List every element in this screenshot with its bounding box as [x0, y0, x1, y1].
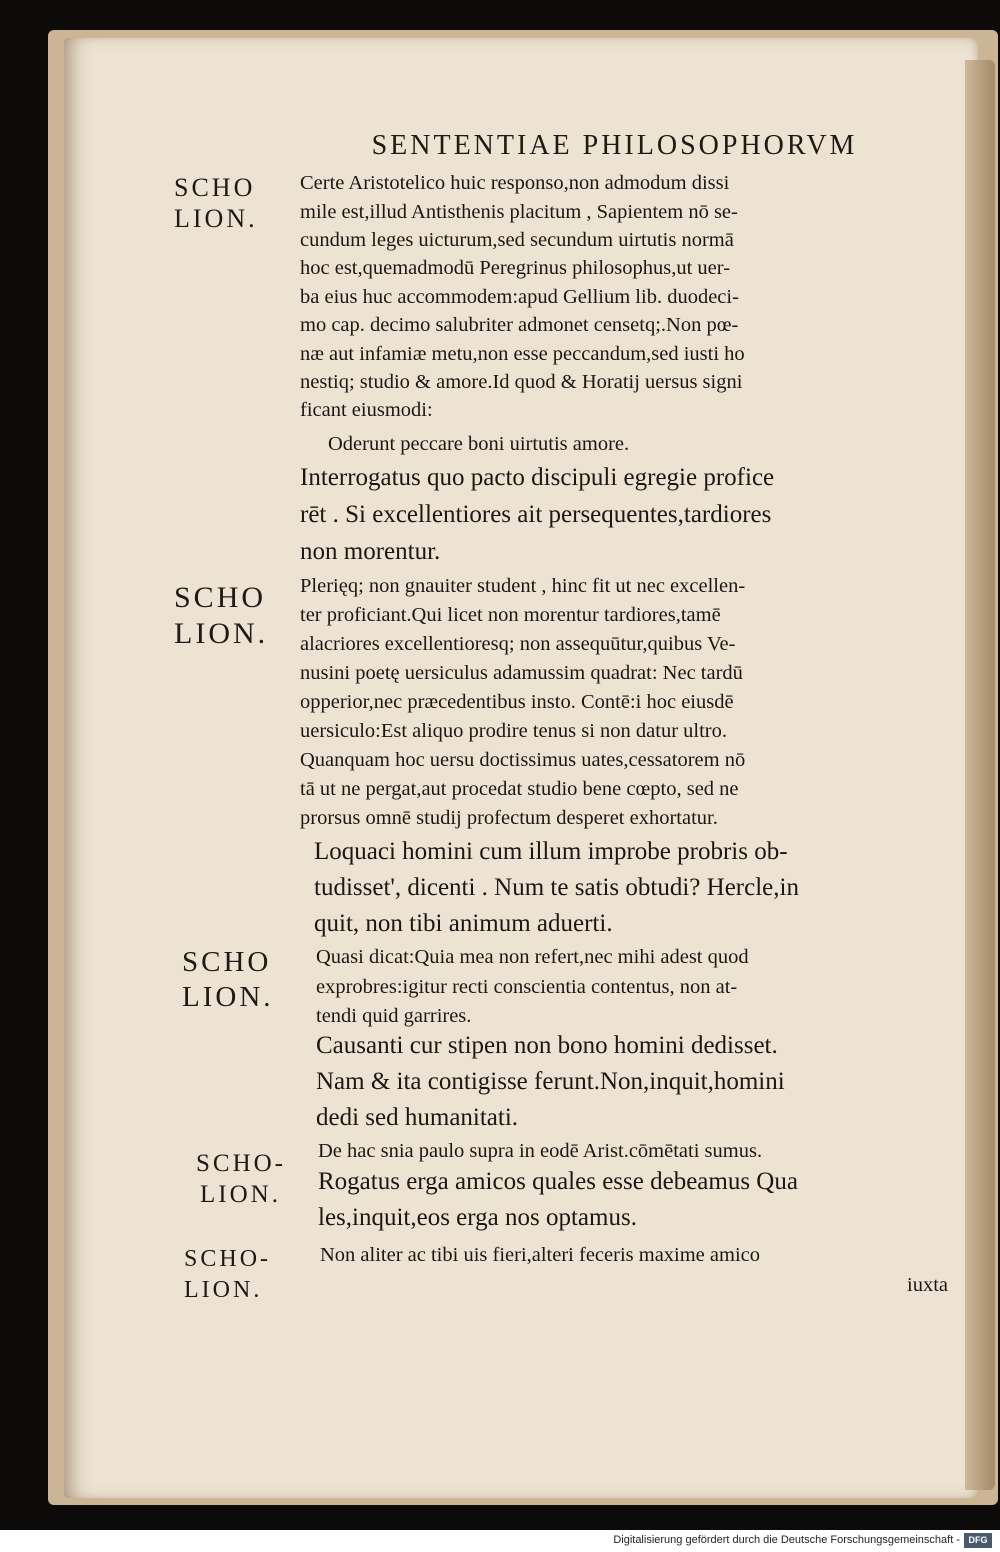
- text-line: ter proficiant.Qui licet non morentur tardiores,tamē: [300, 604, 721, 626]
- text-line: tā ut ne pergat,aut procedat studio bene cœpto, sed ne: [300, 778, 739, 800]
- text-line: opperior,nec præcedentibus insto. Contē:i hoc eiusdē: [300, 691, 734, 713]
- text-line: næ aut infamiæ metu,non esse peccandum,sed iusti ho: [300, 343, 745, 365]
- running-head: SENTENTIAE PHILOSOPHORVM: [371, 130, 858, 161]
- text-line: alacriores excellentioresq; non assequūtur,quibus Ve-: [300, 633, 736, 655]
- catchword: iuxta: [907, 1274, 948, 1296]
- text-line: ba eius huc accommodem:apud Gellium lib. duodeci-: [300, 286, 739, 308]
- text-line: Oderunt peccare boni uirtutis amore.: [328, 433, 630, 455]
- text-line: non morentur.: [300, 538, 441, 565]
- text-line: Loquaci homini cum illum improbe probris ob-: [314, 838, 788, 865]
- text-line: tudisset', dicenti . Num te satis obtudi? Hercle,in: [314, 874, 799, 901]
- page-fore-edge: [965, 60, 995, 1490]
- text-line: Nam & ita contigisse ferunt.Non,inquit,homini: [316, 1068, 785, 1095]
- text-line: Rogatus erga amicos quales esse debeamus Qua: [318, 1168, 798, 1195]
- text-line: uersiculo:Est aliquo prodire tenus si non datur ultro.: [300, 720, 728, 742]
- margin-label: SCHO- LION.: [184, 1246, 272, 1303]
- text-line: nestiq; studio & amore.Id quod & Horatij uersus signi: [300, 371, 743, 393]
- text-line: Causanti cur stipen non bono homini dedisset.: [316, 1032, 778, 1059]
- text-line: les,inquit,eos erga nos optamus.: [318, 1204, 637, 1231]
- margin-label: SCHO LION.: [174, 581, 269, 650]
- text-line: De hac snia paulo supra in eodē Arist.cōmētati sumus.: [318, 1140, 763, 1162]
- text-line: Plerięq; non gnauiter student , hinc fit ut nec excellen-: [300, 575, 746, 597]
- text-line: dedi sed humanitati.: [316, 1104, 519, 1131]
- text-line: mo cap. decimo salubriter admonet censetq;.Non pœ-: [300, 314, 739, 336]
- text-line: cundum leges uicturum,sed secundum uirtutis normā: [300, 229, 734, 251]
- dfg-logo: DFG: [964, 1533, 992, 1548]
- footer-credit: Digitalisierung gefördert durch die Deutsche Forschungsgemeinschaft -: [613, 1534, 960, 1546]
- margin-label: SCHO- LION.: [196, 1150, 287, 1208]
- text-line: ficant eiusmodi:: [300, 399, 433, 421]
- margin-label: SCHO LION.: [174, 173, 258, 233]
- text-line: exprobres:igitur recti conscientia contentus, non at-: [316, 976, 738, 998]
- text-line: tendi quid garrires.: [316, 1005, 472, 1027]
- text-line: prorsus omnē studij profectum desperet exhortatur.: [300, 807, 718, 829]
- margin-label: SCHO LION.: [182, 946, 274, 1013]
- text-line: hoc est,quemadmodū Peregrinus philosophus,ut uer-: [300, 257, 731, 279]
- text-line: Quasi dicat:Quia mea non refert,nec mihi adest quod: [316, 946, 749, 968]
- text-line: nusini poetę uersiculus adamussim quadrat: Nec tardū: [300, 662, 743, 684]
- text-line: Non aliter ac tibi uis fieri,alteri feceris maxime amico: [320, 1244, 760, 1266]
- text-line: quit, non tibi animum aduerti.: [314, 910, 613, 937]
- text-line: Interrogatus quo pacto discipuli egregie profice: [300, 464, 775, 491]
- text-line: Quanquam hoc uersu doctissimus uates,cessatorem nō: [300, 749, 746, 771]
- footer-bar: [0, 1530, 1000, 1552]
- text-line: mile est,illud Antisthenis placitum , Sapientem nō se-: [300, 201, 738, 223]
- text-line: Certe Aristotelico huic responso,non admodum dissi: [300, 172, 730, 194]
- text-line: rēt . Si excellentiores ait persequentes,tardiores: [300, 501, 772, 528]
